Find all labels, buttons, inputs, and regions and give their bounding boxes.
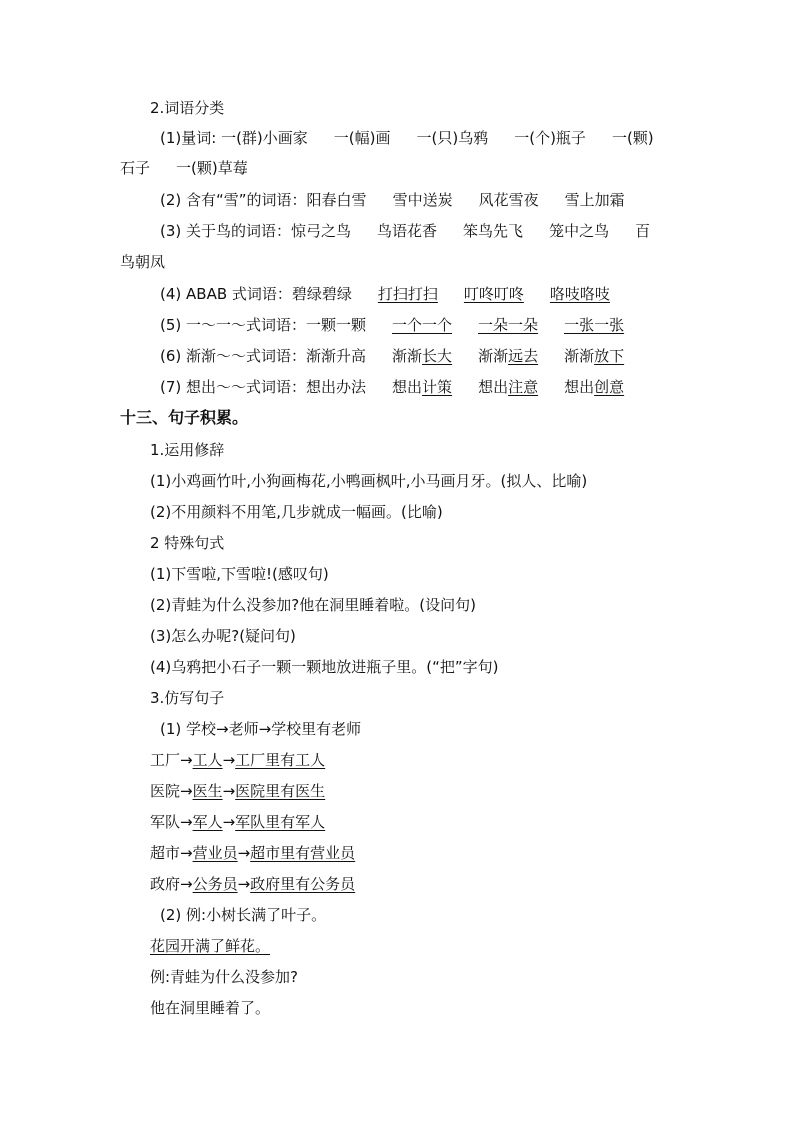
answer: 一朵一朵 xyxy=(478,316,539,334)
answer: 医生 xyxy=(192,782,223,800)
item: 雪上加霜 xyxy=(564,191,625,209)
answer: 远去 xyxy=(508,347,539,365)
sentence: (3)怎么办呢?(疑问句) xyxy=(150,627,296,645)
answer: 一个一个 xyxy=(392,316,453,334)
xiangchu-words-line xyxy=(160,377,624,397)
item: 雪中送炭 xyxy=(392,191,453,209)
item: 想出 xyxy=(564,378,595,396)
item: 一(幅)画 xyxy=(333,129,391,147)
item: (7) 想出～～式词语：想出办法 xyxy=(160,378,367,396)
sentence: (2)青蛙为什么没参加?他在洞里睡着啦。(设问句) xyxy=(150,596,476,614)
bird-words-line-cont xyxy=(120,252,165,272)
item: 工厂→ xyxy=(150,751,193,769)
item: 超市→ xyxy=(150,844,193,862)
measure-words-line-cont xyxy=(120,158,248,178)
chain-row xyxy=(150,750,325,770)
answer: 一张一张 xyxy=(564,316,625,334)
item: (3) 关于鸟的词语：惊弓之鸟 xyxy=(160,222,352,240)
answer: 营业员 xyxy=(192,844,238,862)
rhetoric-title: 1.运用修辞 xyxy=(150,441,225,459)
item: (4) ABAB 式词语：碧绿碧绿 xyxy=(160,285,352,303)
item: 风花雪夜 xyxy=(478,191,539,209)
chain-row xyxy=(150,843,355,863)
chain-row xyxy=(150,812,325,832)
measure-words-line xyxy=(160,128,654,148)
item: 想出 xyxy=(478,378,509,396)
item: 鸟朝凤 xyxy=(120,253,166,271)
item: 想出 xyxy=(392,378,423,396)
arrow: → xyxy=(222,782,236,800)
item: 医院→ xyxy=(150,782,193,800)
bird-words-line xyxy=(160,221,650,241)
sentence: (4)乌鸦把小石子一颗一颗地放进瓶子里。(“把”字句) xyxy=(150,658,499,676)
answer-line: 他在洞里睡着了。 xyxy=(150,999,271,1017)
answer: 咯吱咯吱 xyxy=(549,285,610,303)
example-line: (1) 学校→老师→学校里有老师 xyxy=(160,720,362,738)
arrow: → xyxy=(222,813,236,831)
answer: 工厂里有工人 xyxy=(235,751,326,769)
section-13-heading: 十三、句子积累。 xyxy=(120,408,249,427)
chain-row xyxy=(150,781,325,801)
answer: 工人 xyxy=(192,751,223,769)
answer: 打扫打扫 xyxy=(377,285,438,303)
snow-words-line xyxy=(160,190,625,210)
answer: 创意 xyxy=(594,378,625,396)
item: 政府→ xyxy=(150,875,193,893)
answer: 放下 xyxy=(594,347,625,365)
sentence: (2)不用颜料不用笔,几步就成一幅画。(比喻) xyxy=(150,503,443,521)
arrow: → xyxy=(222,751,236,769)
sentence: (1)下雪啦,下雪啦!(感叹句) xyxy=(150,565,329,583)
item: (5) 一～一～式词语：一颗一颗 xyxy=(160,316,367,334)
item: 百 xyxy=(635,222,651,240)
answer: 政府里有公务员 xyxy=(250,875,356,893)
sentence: (1)小鸡画竹叶,小狗画梅花,小鸭画枫叶,小马画月牙。(拟人、比喻) xyxy=(150,472,588,490)
item: 军队→ xyxy=(150,813,193,831)
item: 一(个)瓶子 xyxy=(514,129,586,147)
item: 笼中之鸟 xyxy=(549,222,610,240)
answer: 军队里有军人 xyxy=(235,813,326,831)
answer: 叮咚叮咚 xyxy=(463,285,524,303)
item: (6) 渐渐～～式词语：渐渐升高 xyxy=(160,347,367,365)
item: 渐渐 xyxy=(478,347,509,365)
item: 一(颗)草莓 xyxy=(176,159,248,177)
answer: 超市里有营业员 xyxy=(250,844,356,862)
item: (2) 含有“雪”的词语：阳春白雪 xyxy=(160,191,367,209)
abab-words-line xyxy=(160,284,610,304)
yi-words-line xyxy=(160,315,624,335)
item: 鸟语花香 xyxy=(377,222,438,240)
imitation-title: 3.仿写句子 xyxy=(150,689,225,707)
jianjian-words-line xyxy=(160,346,624,366)
answer-line: 花园开满了鲜花。 xyxy=(150,937,271,955)
answer: 计策 xyxy=(422,378,453,396)
section-2-title: 2.词语分类 xyxy=(150,99,225,117)
answer: 公务员 xyxy=(192,875,238,893)
special-sentences-title: 2 特殊句式 xyxy=(150,534,225,552)
answer: 长大 xyxy=(422,347,453,365)
answer: 军人 xyxy=(192,813,223,831)
answer: 注意 xyxy=(508,378,539,396)
example-line: (2) 例:小树长满了叶子。 xyxy=(160,906,327,924)
item: 一(颗) xyxy=(611,129,654,147)
item: 笨鸟先飞 xyxy=(463,222,524,240)
chain-row xyxy=(150,874,355,894)
arrow: → xyxy=(237,844,251,862)
example-line: 例:青蛙为什么没参加? xyxy=(150,968,299,986)
answer: 医院里有医生 xyxy=(235,782,326,800)
item: 一(只)乌鸦 xyxy=(416,129,489,147)
item: 渐渐 xyxy=(392,347,423,365)
arrow: → xyxy=(237,875,251,893)
item: 渐渐 xyxy=(564,347,595,365)
item: 石子 xyxy=(120,159,151,177)
item: (1)量词: 一(群)小画家 xyxy=(160,129,308,147)
